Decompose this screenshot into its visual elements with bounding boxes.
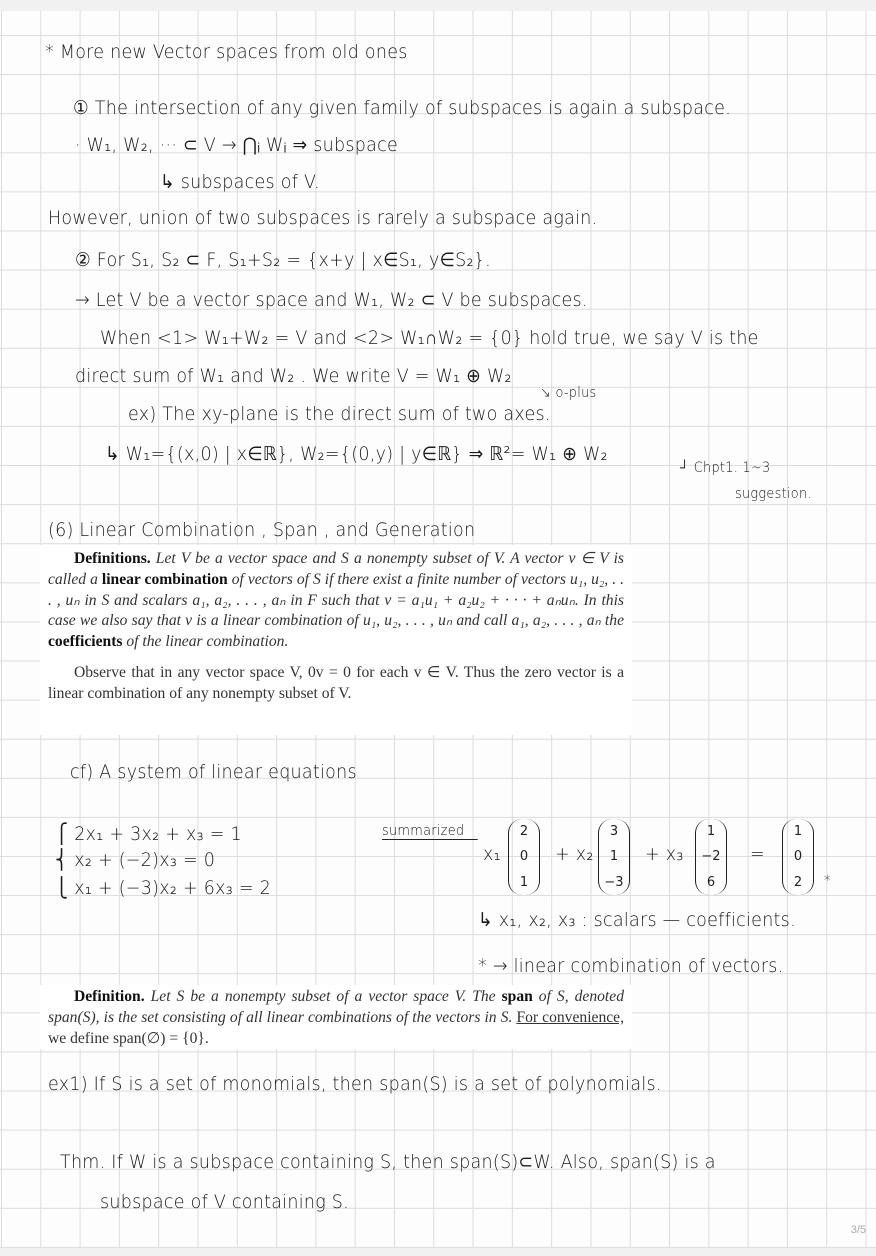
equation-1: ⎧ 2x₁ + 3x₂ + x₃ = 1: [55, 823, 242, 845]
term: span: [501, 988, 533, 1005]
definition-label: Definitions.: [74, 550, 151, 567]
page-indicator: 3/5: [850, 1224, 866, 1236]
var: x₁: [483, 843, 501, 865]
note-line: direct sum of W₁ and W₂ . We write V = W₁ ⊕ W₂: [75, 365, 512, 387]
text: of vectors of S if there exist a finite number of vectors u₁, u₂, . . . , uₙ in S and scalars a₁, a₂, . . . , aₙ in F such that v = a₁u₁ + a₂u₂ + · · · + aₙuₙ. In this case we also say that v is a linear combination of u₁, u₂, . . . , uₙ and call a₁, a₂, . . . , aₙ the: [48, 570, 624, 630]
note-line: ↳ x₁, x₂, x₃ : scalars — coefficients.: [478, 909, 796, 931]
span-definition-excerpt: [40, 985, 632, 1049]
note-line: ① The intersection of any given family of subspaces is again a subspace.: [73, 97, 732, 119]
star-mark: *: [824, 873, 831, 889]
definition-label: Definition.: [74, 988, 145, 1005]
note-line: ↳ subspaces of V.: [160, 171, 320, 193]
theorem: Thm. If W is a subspace containing S, then span(S)⊂W. Also, span(S) is a: [60, 1151, 716, 1173]
side-note: suggestion.: [735, 486, 812, 502]
note-line: cf) A system of linear equations: [70, 761, 357, 783]
summarized-arrow: summarized: [382, 823, 477, 840]
note-line: → Let V be a vector space and W₁, W₂ ⊂ V be subspaces.: [75, 289, 588, 311]
note-page: [0, 11, 876, 1248]
text: of the linear combination.: [122, 633, 289, 651]
term: coefficients: [48, 633, 123, 651]
text: we define span(∅) = {0}.: [48, 1029, 209, 1047]
vector-2: 3 1 −3: [598, 819, 630, 895]
vector-1: 2 0 1: [508, 819, 540, 895]
note-line: ② For S₁, S₂ ⊂ F, S₁+S₂ = {x+y | x∈S₁, y∈S₂}.: [75, 249, 491, 271]
theorem: subspace of V containing S.: [100, 1191, 350, 1213]
note-line: ex) The xy-plane is the direct sum of two axes.: [128, 403, 551, 425]
vector-3: 1 −2 6: [695, 819, 727, 895]
section-title: (6) Linear Combination , Span , and Generation: [48, 519, 476, 541]
side-note: ┘ Chpt1. 1~3: [680, 460, 771, 476]
text: of S, denoted span(S), is the set consisting of all linear combinations of the vectors in S.: [48, 988, 624, 1026]
note-line: * → linear combination of vectors.: [478, 955, 784, 977]
equation-2: ⎨ x₂ + (−2)x₃ = 0: [55, 849, 216, 871]
note-line: When <1> W₁+W₂ = V and <2> W₁∩W₂ = {0} hold true, we say V is the: [100, 327, 759, 349]
text: Let V be a vector space and S a nonempty subset of V. A vector v ∈ V is called a: [48, 550, 624, 588]
definition-excerpt: [40, 545, 632, 735]
note-line: However, union of two subspaces is rarely a subspace again.: [48, 207, 598, 229]
var: + x₂: [555, 843, 594, 865]
rhs-vector: 1 0 2: [782, 819, 814, 895]
note-line: ex1) If S is a set of monomials, then span(S) is a set of polynomials.: [48, 1073, 662, 1095]
note-line: · W₁, W₂, ··· ⊂ V → ⋂ᵢ Wᵢ ⇒ subspace: [75, 134, 399, 156]
var: + x₃: [645, 843, 684, 865]
equation-3: ⎩ x₁ + (−3)x₂ + 6x₃ = 2: [55, 877, 271, 899]
text: Let S be a nonempty subset of a vector space V. The: [144, 988, 502, 1005]
equals: =: [750, 843, 765, 865]
heading: * More new Vector spaces from old ones: [45, 41, 408, 63]
annotation: ↘ o-plus: [540, 385, 597, 401]
note-line: ↳ W₁={(x,0) | x∈ℝ}, W₂={(0,y) | y∈ℝ} ⇒ ℝ²= W₁ ⊕ W₂: [105, 443, 608, 465]
term: linear combination: [101, 570, 228, 588]
underlined-text: For convenience,: [516, 1008, 624, 1026]
observation: Observe that in any vector space V, 0v = 0 for each v ∈ V. Thus the zero vector is a linear combination of any nonempty subset of V.: [48, 663, 624, 702]
